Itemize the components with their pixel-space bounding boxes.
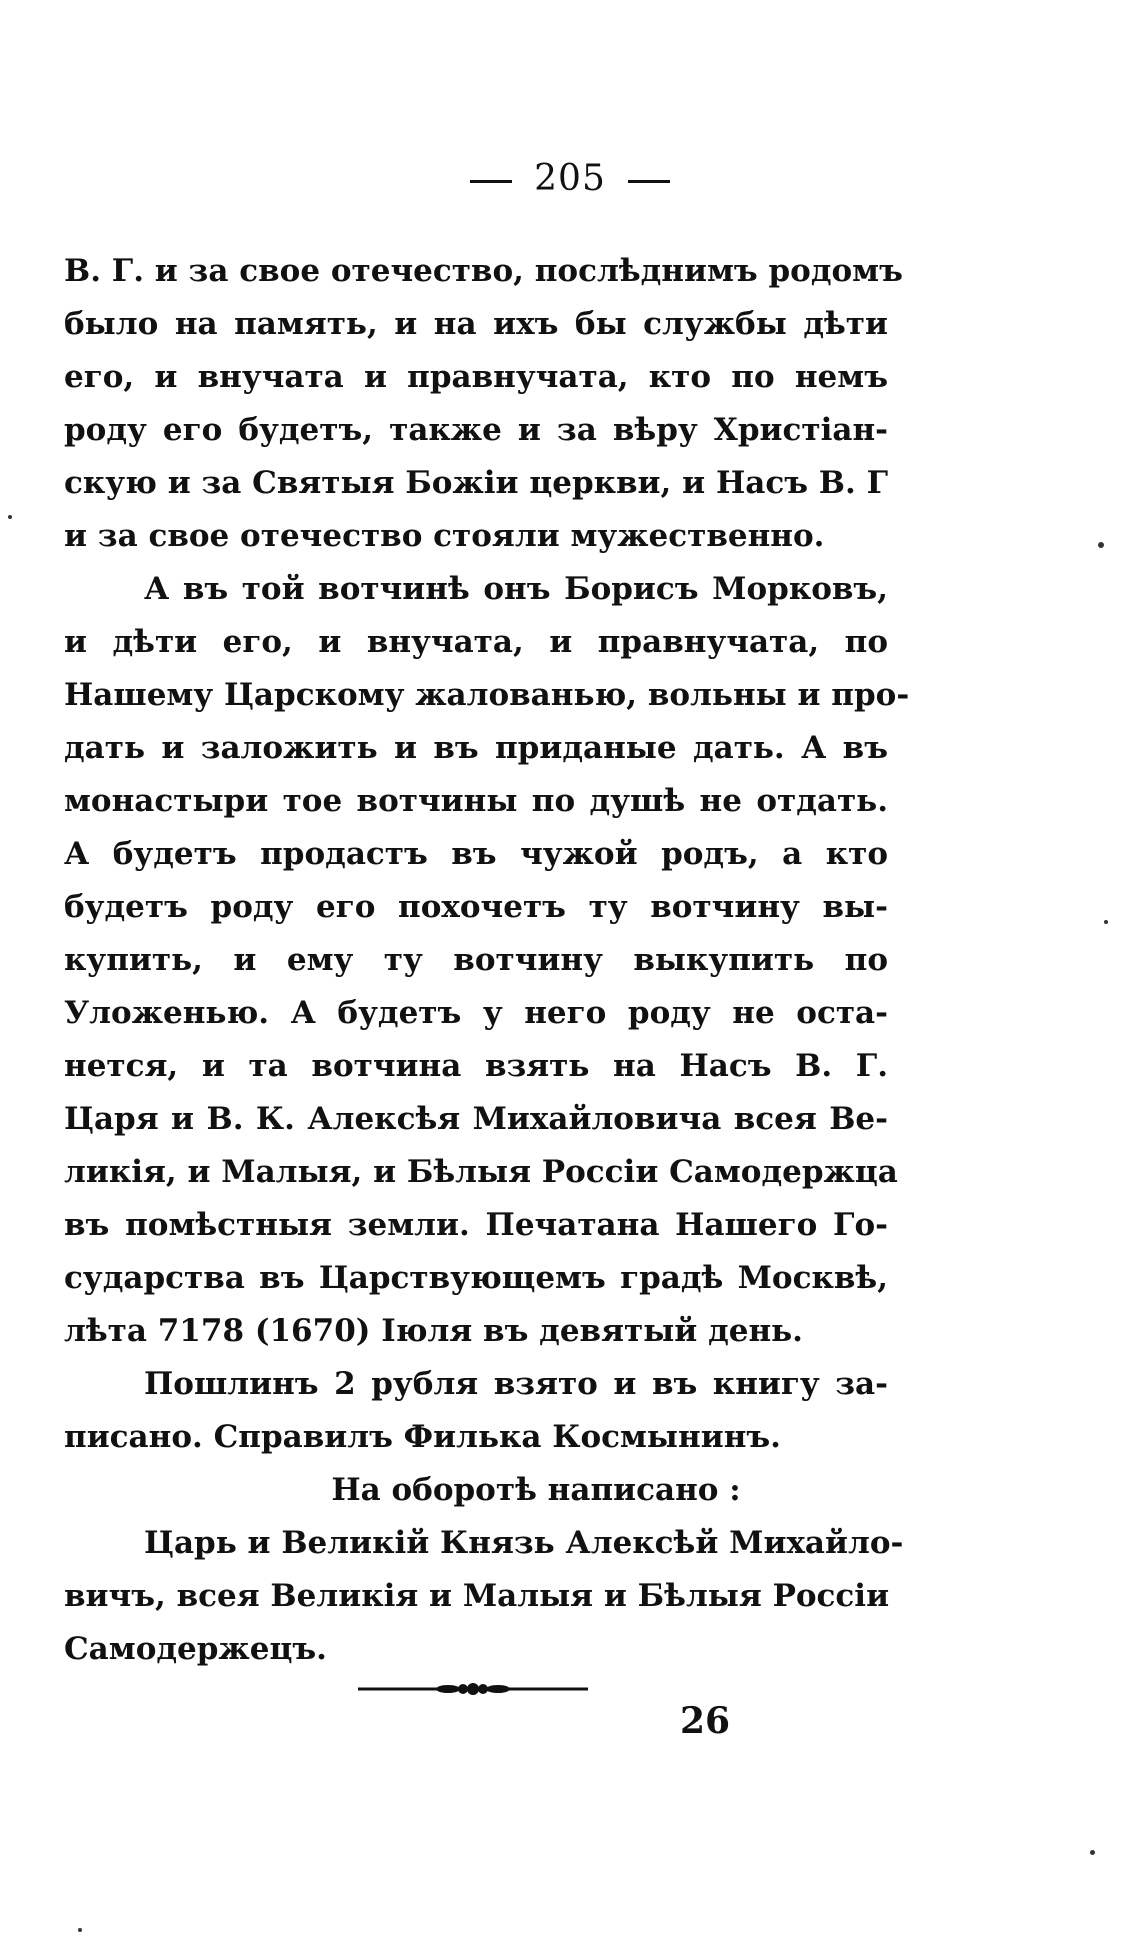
scan-speck bbox=[8, 515, 12, 519]
page-body bbox=[64, 245, 910, 1676]
text-line: дать и заложить и въ приданые дать. А въ bbox=[64, 730, 888, 766]
text-line: На оборотѣ написано : bbox=[331, 1472, 741, 1508]
text-line: лѣта 7178 (1670) Іюля въ девятый день. bbox=[64, 1313, 803, 1349]
scan-speck bbox=[78, 1928, 82, 1932]
text-line: нется, и та вотчина взять на Насъ В. Г. bbox=[64, 1048, 888, 1084]
scan-speck bbox=[1104, 920, 1108, 924]
text-line: В. Г. и за свое отечество, послѣднимъ родомъ bbox=[64, 253, 903, 289]
scan-speck bbox=[1090, 1850, 1095, 1855]
header-dash-right bbox=[628, 180, 670, 183]
text-line: А будетъ продастъ въ чужой родъ, а кто bbox=[64, 836, 888, 872]
text-line: Пошлинъ 2 рубля взято и въ книгу за- bbox=[144, 1366, 888, 1402]
text-line: Уложенью. А будетъ у него роду не оста- bbox=[64, 995, 888, 1031]
text-line: ликія, и Малыя, и Бѣлыя Россіи Самодержца bbox=[64, 1154, 898, 1190]
text-line: А въ той вотчинѣ онъ Борисъ Морковъ, bbox=[144, 571, 888, 607]
text-line: въ помѣстныя земли. Печатана Нашего Го- bbox=[64, 1207, 888, 1243]
header-dash-left bbox=[470, 180, 512, 183]
text-line: и дѣти его, и внучата, и правнучата, по bbox=[64, 624, 888, 660]
text-line: скую и за Святыя Божіи церкви, и Насъ В. Г bbox=[64, 465, 888, 501]
text-line: сударства въ Царствующемъ градѣ Москвѣ, bbox=[64, 1260, 888, 1296]
text-line: Царя и В. К. Алексѣя Михайловича всея Ве- bbox=[64, 1101, 888, 1137]
signature-mark: 26 bbox=[680, 1700, 731, 1742]
text-line: роду его будетъ, также и за вѣру Христіан- bbox=[64, 412, 888, 448]
text-line: будетъ роду его похочетъ ту вотчину вы- bbox=[64, 889, 888, 925]
text-line: Самодержецъ. bbox=[64, 1631, 327, 1667]
text-line: писано. Справилъ Филька Космынинъ. bbox=[64, 1419, 781, 1455]
page-header bbox=[0, 158, 1140, 199]
text-line: было на память, и на ихъ бы службы дѣти bbox=[64, 306, 888, 342]
text-line: Царь и Великій Князь Алексѣй Михайло- bbox=[144, 1525, 904, 1561]
scan-speck bbox=[1098, 542, 1104, 548]
text-line: монастыри тое вотчины по душѣ не отдать. bbox=[64, 783, 888, 819]
text-line: вичъ, всея Великія и Малыя и Бѣлыя Россіи bbox=[64, 1578, 890, 1614]
page-number: 205 bbox=[534, 158, 606, 199]
text-line: и за свое отечество стояли мужественно. bbox=[64, 518, 825, 554]
text-line: его, и внучата и правнучата, кто по немъ bbox=[64, 359, 888, 395]
ornament-divider bbox=[358, 1682, 588, 1696]
text-line: купить, и ему ту вотчину выкупить по bbox=[64, 942, 888, 978]
text-line: Нашему Царскому жалованью, вольны и про- bbox=[64, 677, 910, 713]
